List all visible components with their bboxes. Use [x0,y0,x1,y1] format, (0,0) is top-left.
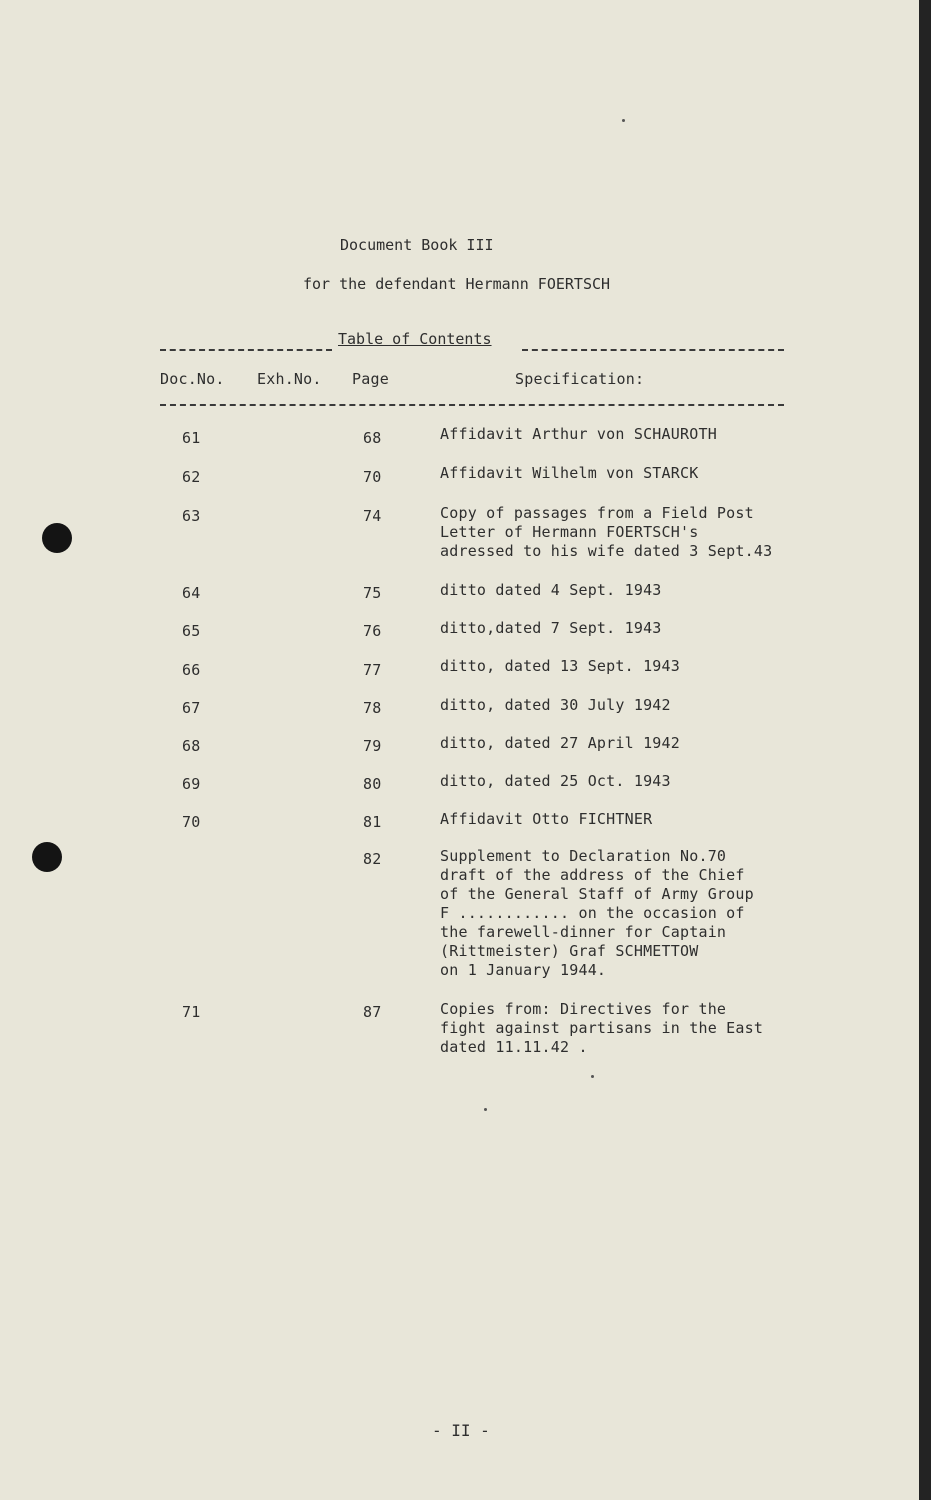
entry-65-page: 76 [363,622,382,640]
entry-62-spec-line-1: Affidavit Wilhelm von STARCK [440,464,699,482]
entry-64-doc-no: 64 [182,584,201,602]
entry-supplement-spec-line-2: draft of the address of the Chief [440,866,745,884]
column-header-doc-no: Doc.No. [160,370,225,388]
entry-71-spec-line-1: Copies from: Directives for the [440,1000,727,1018]
entry-70-page: 81 [363,813,382,831]
entry-66-doc-no: 66 [182,661,201,679]
entry-69-page: 80 [363,775,382,793]
entry-supplement-spec-line-1: Supplement to Declaration No.70 [440,847,727,865]
column-header-page: Page [352,370,389,388]
column-header-exh-no: Exh.No. [257,370,322,388]
entry-71-page: 87 [363,1003,382,1021]
entry-67-doc-no: 67 [182,699,201,717]
entry-71-doc-no: 71 [182,1003,201,1021]
entry-supplement-spec-line-7: on 1 January 1944. [440,961,607,979]
punch-hole-lower [32,842,62,872]
entry-71-spec-line-3: dated 11.11.42 . [440,1038,588,1056]
toc-title-dashes-right [522,349,784,351]
entry-63-spec-line-3: adressed to his wife dated 3 Sept.43 [440,542,773,560]
entry-62-doc-no: 62 [182,468,201,486]
toc-title-dashes-left [160,349,332,351]
entry-68-doc-no: 68 [182,737,201,755]
paper-speck [484,1108,487,1111]
entry-67-page: 78 [363,699,382,717]
entry-65-doc-no: 65 [182,622,201,640]
entry-69-spec-line-1: ditto, dated 25 Oct. 1943 [440,772,671,790]
entry-70-doc-no: 70 [182,813,201,831]
entry-supplement-spec-line-3: of the General Staff of Army Group [440,885,754,903]
entry-70-spec-line-1: Affidavit Otto FICHTNER [440,810,653,828]
document-subtitle: for the defendant Hermann FOERTSCH [303,275,611,293]
punch-hole-upper [42,523,72,553]
paper-speck [591,1075,594,1078]
entry-68-spec-line-1: ditto, dated 27 April 1942 [440,734,680,752]
entry-supplement-page: 82 [363,850,382,868]
entry-66-spec-line-1: ditto, dated 13 Sept. 1943 [440,657,680,675]
entry-61-spec-line-1: Affidavit Arthur von SCHAUROTH [440,425,717,443]
header-separator [160,404,784,406]
entry-64-spec-line-1: ditto dated 4 Sept. 1943 [440,581,662,599]
toc-title: Table of Contents [338,330,492,348]
entry-supplement-spec-line-6: (Rittmeister) Graf SCHMETTOW [440,942,699,960]
entry-65-spec-line-1: ditto,dated 7 Sept. 1943 [440,619,662,637]
entry-supplement-spec-line-5: the farewell-dinner for Captain [440,923,727,941]
entry-63-doc-no: 63 [182,507,201,525]
entry-63-spec-line-1: Copy of passages from a Field Post [440,504,754,522]
entry-supplement-spec-line-4: F ............ on the occasion of [440,904,745,922]
entry-63-spec-line-2: Letter of Hermann FOERTSCH's [440,523,699,541]
document-title: Document Book III [340,236,494,254]
entry-63-page: 74 [363,507,382,525]
entry-68-page: 79 [363,737,382,755]
page-number: - II - [432,1421,490,1440]
paper-speck [622,119,625,122]
entry-71-spec-line-2: fight against partisans in the East [440,1019,764,1037]
entry-67-spec-line-1: ditto, dated 30 July 1942 [440,696,671,714]
scan-edge [919,0,931,1500]
entry-61-page: 68 [363,429,382,447]
column-header-specification: Specification: [515,370,645,388]
entry-61-doc-no: 61 [182,429,201,447]
entry-62-page: 70 [363,468,382,486]
entry-69-doc-no: 69 [182,775,201,793]
entry-66-page: 77 [363,661,382,679]
entry-64-page: 75 [363,584,382,602]
